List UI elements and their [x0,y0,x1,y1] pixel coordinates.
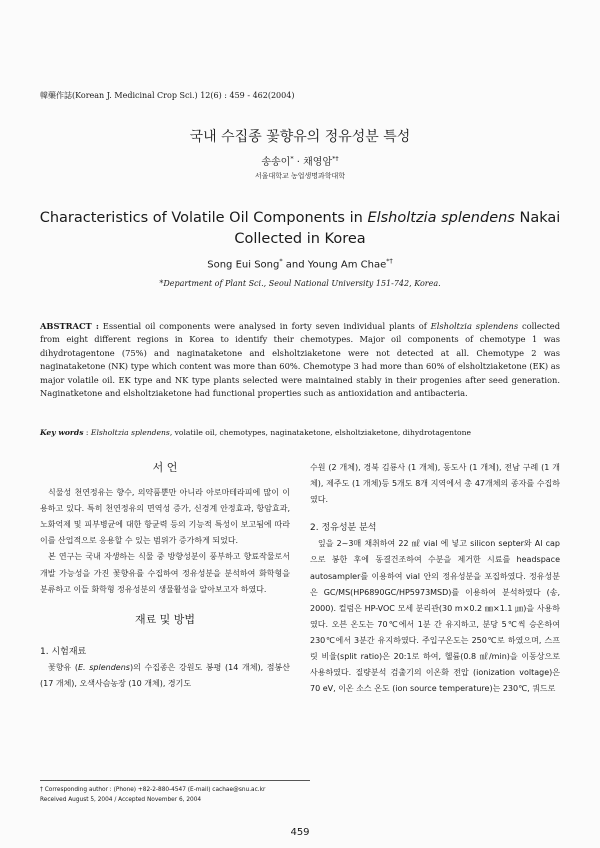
footnote-divider [40,780,310,781]
abstract [40,320,560,400]
methods-p1-pre: 꽃향유 ( [48,662,78,672]
title-en-part1: Characteristics of Volatile Oil Components in [39,210,368,226]
author-1-ko: 송송이 [261,157,291,168]
keywords-species: Elsholtzia splendens [90,428,170,437]
author-1-en-mark: * [279,257,283,265]
affiliation-english: *Department of Plant Sci., Seoul National University 151-742, Korea. [159,279,441,288]
authors-korean [0,153,600,168]
title-korean: 국내 수집종 꽃향유의 정유성분 특성 [189,129,411,145]
author-2-ko-mark: *† [332,154,339,163]
journal-reference: 韓藥作誌(Korean J. Medicinal Crop Sci.) 12(6) : 459 - 462(2004) [40,91,295,100]
heading-materials-methods: 재료 및 방법 [134,612,196,626]
footnote-dates: Received August 5, 2004 / Accepted November 6, 2004 [40,797,202,803]
intro-paragraph-1: 식물성 천연정유는 향수, 의약품뿐만 아니라 아로마테라피에 많이 이용하고 있다. 특히 천연정유의 면역성 증가, 신경계 안정효과, 항암효과, 노화억제 및 피부병균에 대한 항균력 등의 기능적 특성이 보고됨에 따라 이를 산업적으로 응용할 수 있는 범위가 증가하게 되었다. [40,488,290,546]
right-column [310,460,560,697]
keywords-label: Key words [40,428,84,437]
title-en-part2: Nakai Collected in Korea [234,210,561,247]
author-1-en: Song Eui Song [207,259,280,271]
author-1-ko-mark: * [290,154,294,163]
intro-paragraph-2: 본 연구는 국내 자생하는 식물 중 방향성분이 풍부하고 향료작물로서 개발 가능성을 가진 꽃향유를 수집하여 정유성분을 분석하여 화학형을 분류하고 이들 화학형 정유성분의 생물활성을 알아보고자 하였다. [40,552,290,594]
heading-introduction: 서 언 [152,461,178,474]
keywords-list: , volatile oil, chemotypes, naginataketone, elsholtziaketone, dihydrotagentone [169,428,472,437]
abstract-text-2: collected from eight different regions in Korea to identify their chemotypes. Major oil components of chemotype 1 was dihydrotagentone (75%) and naginataketone and elsholtziaketone were not detected at all. Chemotype 2 was naginataketone (NK) type which content was more than 60%. Chemotype 3 had more than 60% of elsholtziaketone (EK) as major volatile oil. EK type and NK type plants selected were maintained stably in their progenies after seed generation. Naginatketone and elsholtziaketone had functional properties such as antioxidation and antibacteria. [40,321,561,399]
methods-paragraph-2: 잎을 2~3매 채취하여 22 ㎖ vial 에 넣고 silicon septer와 Al cap으로 봉한 후에 동결건조하여 수분을 제거한 시료를 headspace autosampler를 이용하여 vial 안의 정유성분을 포집하였다. 정유성분은 GC/MS(HP6890GC/HP5973MSD)를 이용하여 분석하였다 (송, 2000). 컬럼은 HP-VOC 모세 분리관(30 m×0.2 ㎜×1.1 ㎛)을 사용하였다. 오븐 온도는 70℃에서 1분 간 유지하고, 분당 5℃씩 승온하여 230℃에서 3분간 유지하였다. 주입구온도는 250℃로 하였으며, 스프릿 비율(split ratio)은 20:1로 하여, 헬륨(0.8 ㎖/min)을 이동상으로 사용하였다. 질량분석 검출기의 이온화 전압 (ionization voltage)은 70 eV, 이온 소스 온도 (ion source temperature)는 230℃, 쿼드로 [310,539,560,694]
title-en-species: Elsholtzia splendens [367,210,515,226]
abstract-label: ABSTRACT : [40,321,99,331]
authors-english [0,257,600,270]
author-2-en-mark: *† [386,257,393,265]
subheading-materials: 1. 시험재료 [40,646,87,657]
methods-paragraph-1 [40,660,290,692]
affiliation-korean: 서울대학교 농업생명과학대학 [254,172,346,180]
subheading-oil-analysis: 2. 정유성분 분석 [310,523,377,534]
methods-p1-post: )의 수집종은 강원도 봉평 (14 개체), 점봉산 (17 개체), 오색사슴농장 (10 개체), 경기도 [40,662,290,689]
author-sep-ko: · [293,157,304,168]
keywords: Key words : Elsholtzia splendens, volatile oil, chemotypes, naginataketone, elsholtziaketone, dihydrotagentone [40,428,472,437]
author-2-en: and Young Am Chae [282,259,387,271]
page-number: 459 [290,827,310,838]
footnote-corresponding: † Corresponding author : (Phone) +82-2-880-4547 (E-mail) cachae@snu.ac.kr [40,787,266,793]
abstract-text-1: Essential oil components were analysed in forty seven individual plants of [98,321,431,331]
left-column [40,460,290,692]
methods-p1-species: E. splendens [77,662,130,672]
methods-paragraph-cont: 수원 (2 개체), 경북 김룡사 (1 개체), 동도사 (1 개체), 전남 구례 (1 개체), 제주도 (1 개체)등 5개도 8개 지역에서 총 47개체의 종자를 수집하였다. [310,463,560,505]
title-english [30,208,570,250]
footnote [40,785,310,805]
author-2-ko: 채영암 [303,157,333,168]
abstract-species: Elsholtzia splendens [430,321,519,331]
